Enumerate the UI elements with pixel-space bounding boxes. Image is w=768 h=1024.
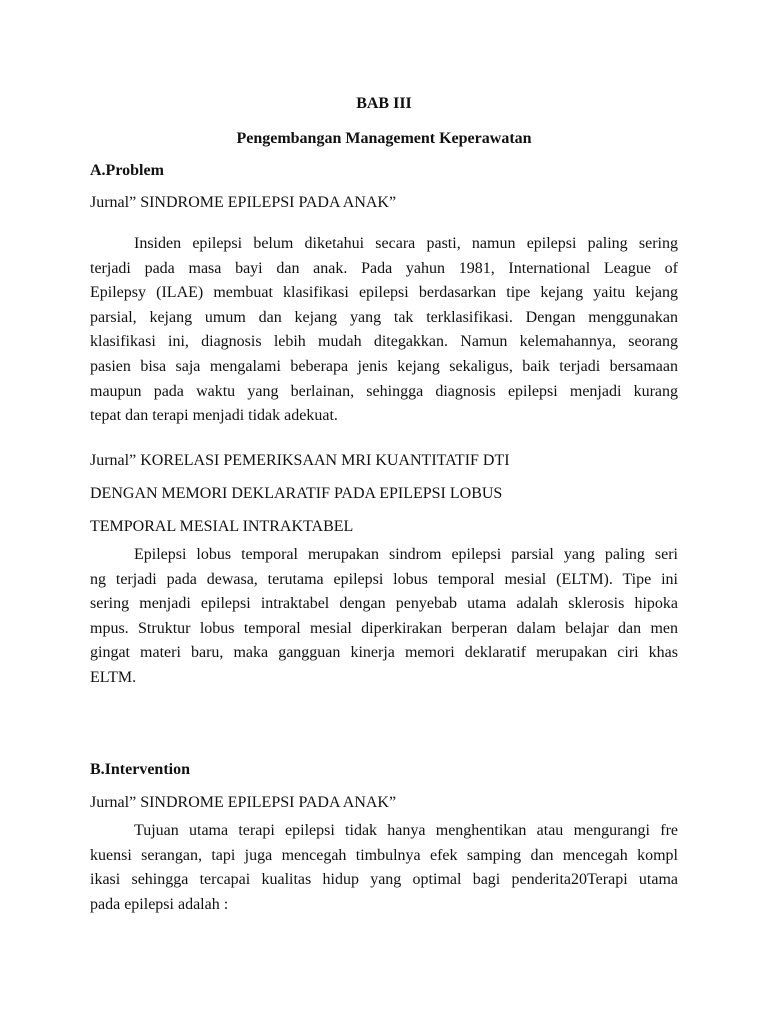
paragraph-line: pasien bisa saja mengalami beberapa jenis kejang sekaligus, baik terjadi bersamaan [90,357,678,375]
paragraph-line: Epilepsi lobus temporal merupakan sindrom epilepsi parsial yang paling seri [134,546,678,563]
paragraph-line: ELTM. [90,668,137,686]
paragraph-line: tepat dan terapi menjadi tidak adekuat. [90,407,338,425]
paragraph-line: maupun pada waktu yang berlainan, sehingga diagnosis epilepsi menjadi kurang [90,382,678,400]
paragraph-line: mpus. Struktur lobus temporal mesial diperkirakan berperan dalam belajar dan men [90,619,678,637]
document-title: Pengembangan Management Keperawatan [236,130,532,147]
paragraph-line: gingat materi baru, maka gangguan kinerja memori deklaratif merupakan ciri khas [90,644,678,662]
paragraph-line: terjadi pada masa bayi dan anak. Pada yahun 1981, International League of [90,259,678,277]
journal-title-line: Jurnal” SINDROME EPILEPSI PADA ANAK” [90,794,397,811]
paragraph-line: Insiden epilepsi belum diketahui secara pasti, namun epilepsi paling sering [134,235,678,252]
paragraph-line: kuensi serangan, tapi juga mencegah timbulnya efek samping dan mencegah kompl [90,846,678,864]
section-heading-intervention: B.Intervention [90,761,190,778]
journal-paragraph-1 [90,232,678,429]
paragraph-line: ikasi sehingga tercapai kualitas hidup yang optimal bagi penderita20Terapi utama [90,871,678,889]
journal-title-line: Jurnal” SINDROME EPILEPSI PADA ANAK” [90,194,397,211]
section-heading-problem: A.Problem [90,162,164,179]
journal-paragraph-2 [90,543,678,691]
paragraph-line: sering menjadi epilepsi intraktabel dengan penyebab utama adalah sklerosis hipoka [90,595,678,613]
paragraph-line: Tujuan utama terapi epilepsi tidak hanya menghentikan atau mengurangi fre [134,822,678,839]
chapter-heading: BAB III [356,95,412,112]
journal-title-line: Jurnal” KORELASI PEMERIKSAAN MRI KUANTITATIF DTI [90,452,510,469]
paragraph-line: ng terjadi pada dewasa, terutama epilepsi lobus temporal mesial (ELTM). Tipe ini [90,570,678,588]
journal-title-line: TEMPORAL MESIAL INTRAKTABEL [90,518,354,535]
journal-title-line: DENGAN MEMORI DEKLARATIF PADA EPILEPSI LOBUS [90,485,503,502]
paragraph-line: pada epilepsi adalah : [90,895,229,913]
paragraph-line: Epilepsy (ILAE) membuat klasifikasi epilepsi berdasarkan tipe kejang yaitu kejang [90,284,678,302]
paragraph-line: parsial, kejang umum dan kejang yang tak terklasifikasi. Dengan menggunakan [90,308,678,326]
journal-paragraph-3 [90,819,678,917]
paragraph-line: klasifikasi ini, diagnosis lebih mudah ditegakkan. Namun kelemahannya, seorang [90,333,678,351]
